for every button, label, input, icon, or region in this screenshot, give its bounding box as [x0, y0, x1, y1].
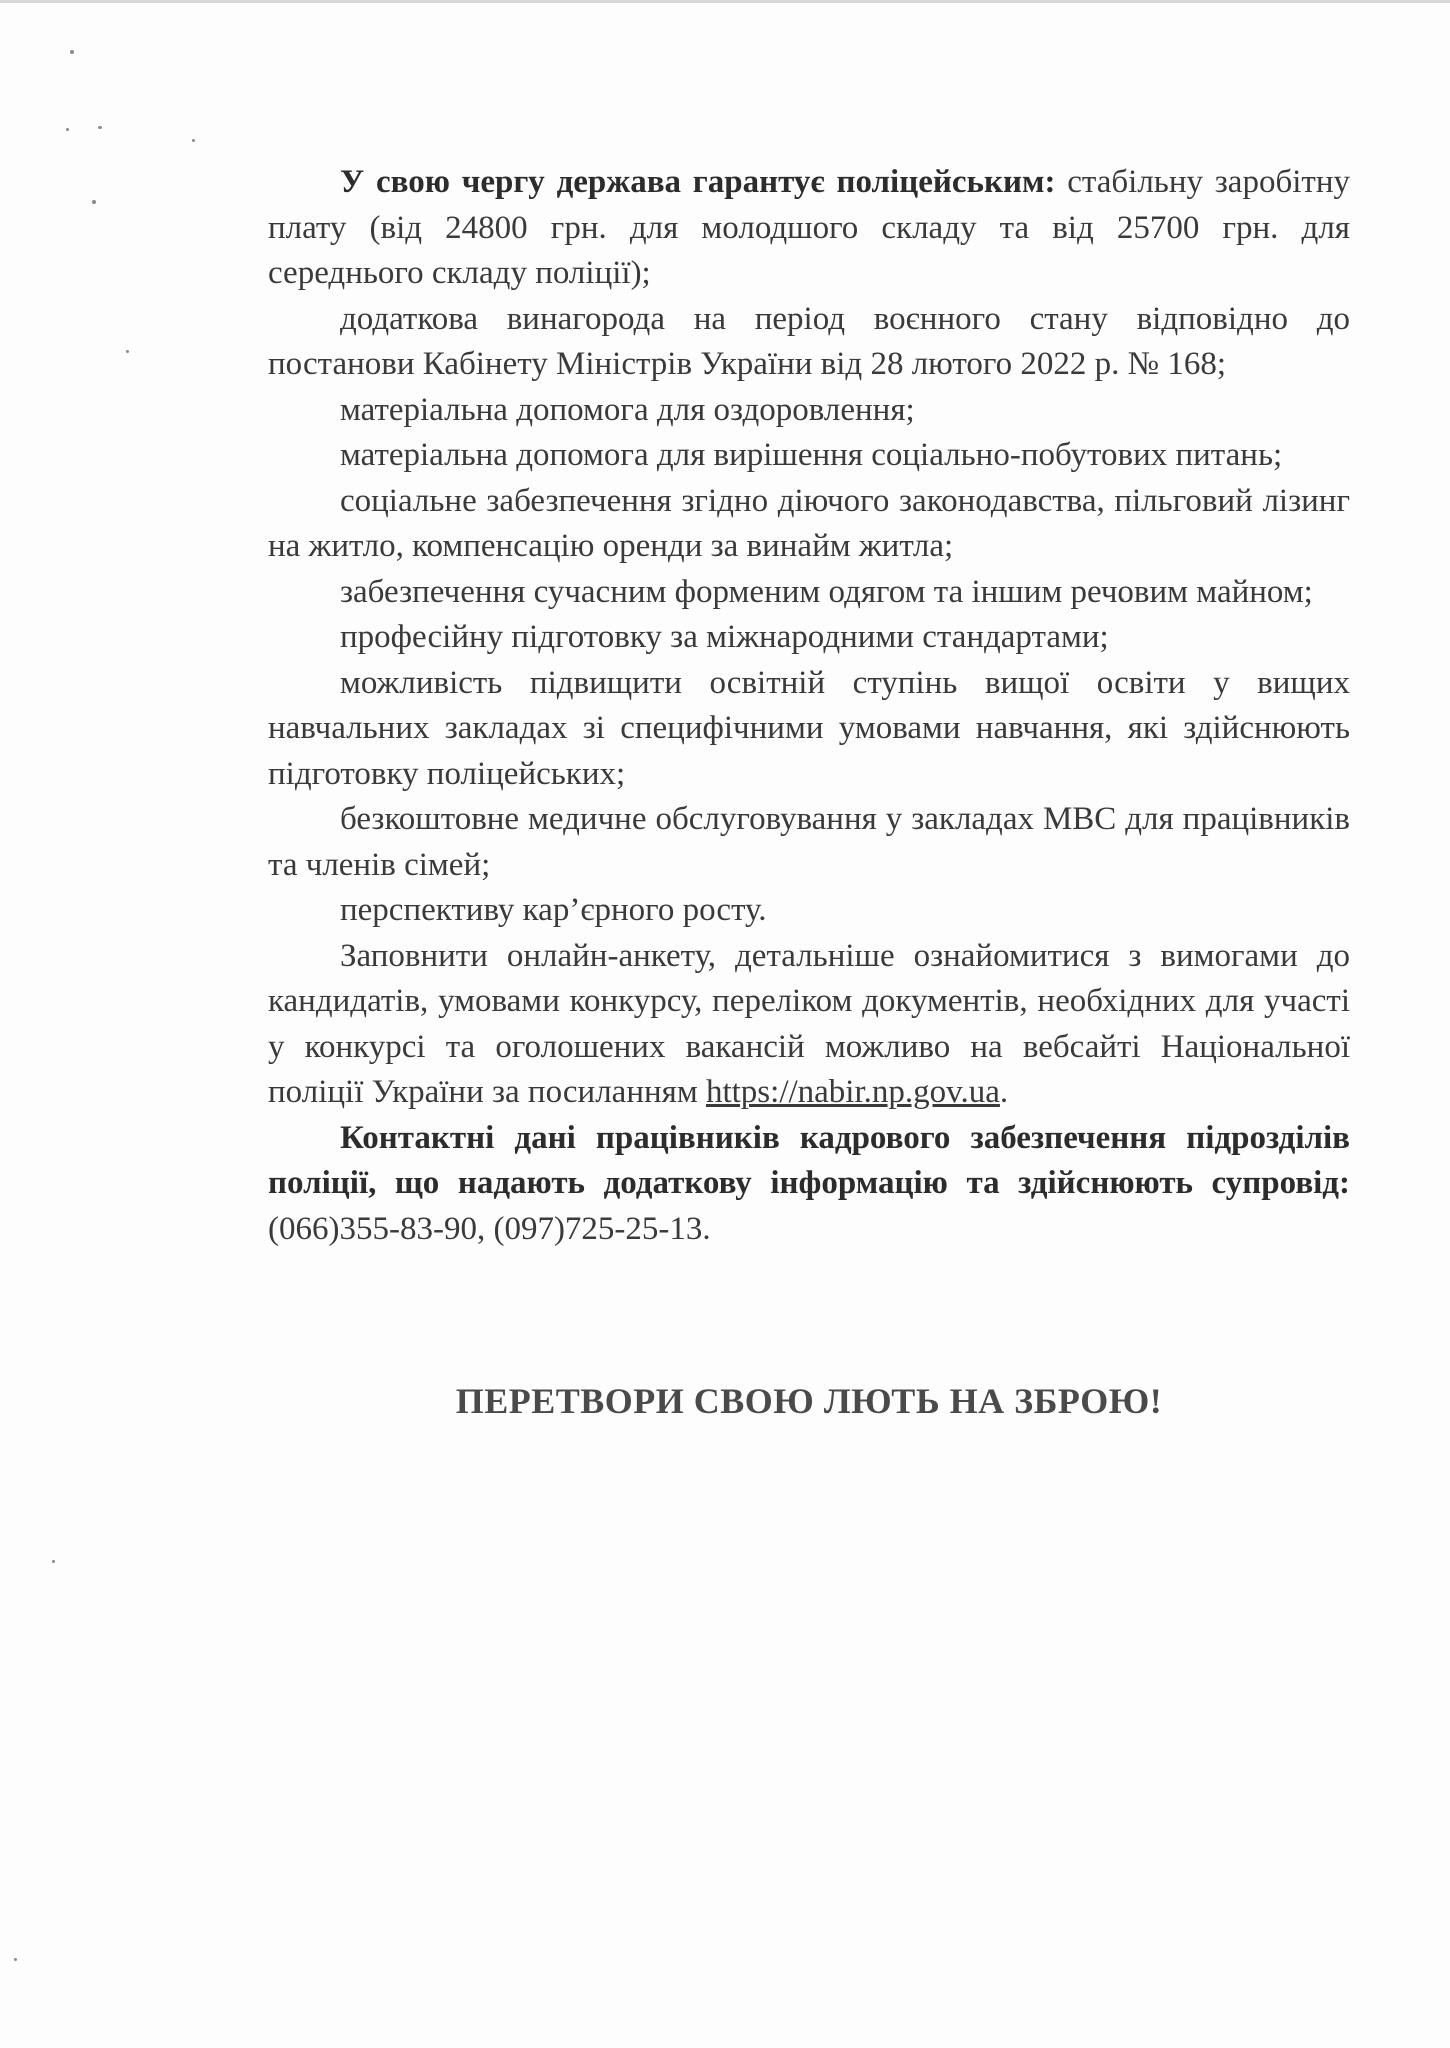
scan-speck — [98, 126, 102, 129]
scan-speck — [92, 200, 96, 204]
list-item: забезпечення сучасним форменим одягом та іншим речовим майном; — [340, 573, 1313, 610]
slogan: ПЕРЕТВОРИ СВОЮ ЛЮТЬ НА ЗБРОЮ! — [455, 1381, 1163, 1421]
guarantees-intro-bold: У свою чергу держава гарантує поліцейським: — [340, 164, 1056, 200]
document-body — [268, 160, 1350, 1252]
recruitment-website-link[interactable]: https://nabir.np.gov.ua — [705, 1074, 1000, 1110]
application-paragraph — [268, 934, 1350, 1116]
list-item: матеріальна допомога для оздоровлення; — [340, 391, 915, 428]
application-period: . — [999, 1074, 1009, 1110]
scan-speck — [70, 50, 74, 54]
scan-speck — [192, 139, 195, 142]
list-item: соціальне забезпечення згідно діючого законодавства, пільговий лізинг на житло, компенсацію оренди за винайм житла; — [268, 482, 1350, 564]
list-item: матеріальна допомога для вирішення соціально-побутових питань; — [340, 437, 1283, 473]
scan-speck — [52, 1560, 55, 1563]
application-text: Заповнити онлайн-анкету, детальніше ознайомитися з вимогами до кандидатів, умовами конкурсу, переліком документів, необхідних для участі у конкурсі та оголошених вакансій можливо на вебсайті Національної поліції України за посиланням — [268, 937, 1350, 1110]
scan-speck — [126, 350, 129, 353]
scan-speck — [14, 1958, 17, 1961]
contacts-paragraph — [268, 1116, 1350, 1253]
list-item: професійну підготовку за міжнародними стандартами; — [340, 619, 1109, 655]
salary-text: стабільну заробітну плату (від 24800 грн. для молодшого складу та від 25700 грн. для середнього складу поліції); — [268, 164, 1350, 291]
contact-phones: (066)355-83-90, (097)725-25-13. — [268, 1210, 711, 1247]
scan-edge-line — [0, 0, 1450, 3]
contacts-bold: Контактні дані працівників кадрового забезпечення підрозділів поліції, що надають додаткову інформацію та здійснюють супровід: — [268, 1119, 1350, 1201]
list-item: безкоштовне медичне обслуговування у закладах МВС для працівників та членів сімей; — [268, 801, 1350, 883]
list-item: додаткова винагорода на період воєнного стану відповідно до постанови Кабінету Міністрів України від 28 лютого 2022 р. № 168; — [268, 300, 1350, 382]
scan-speck — [66, 128, 69, 131]
list-item: перспективу кар’єрного росту. — [340, 892, 767, 928]
list-item: можливість підвищити освітній ступінь вищої освіти у вищих навчальних закладах зі специфічними умовами навчання, які здійснюють підготовку поліцейських; — [268, 664, 1350, 792]
guarantees-intro-paragraph — [268, 160, 1350, 297]
